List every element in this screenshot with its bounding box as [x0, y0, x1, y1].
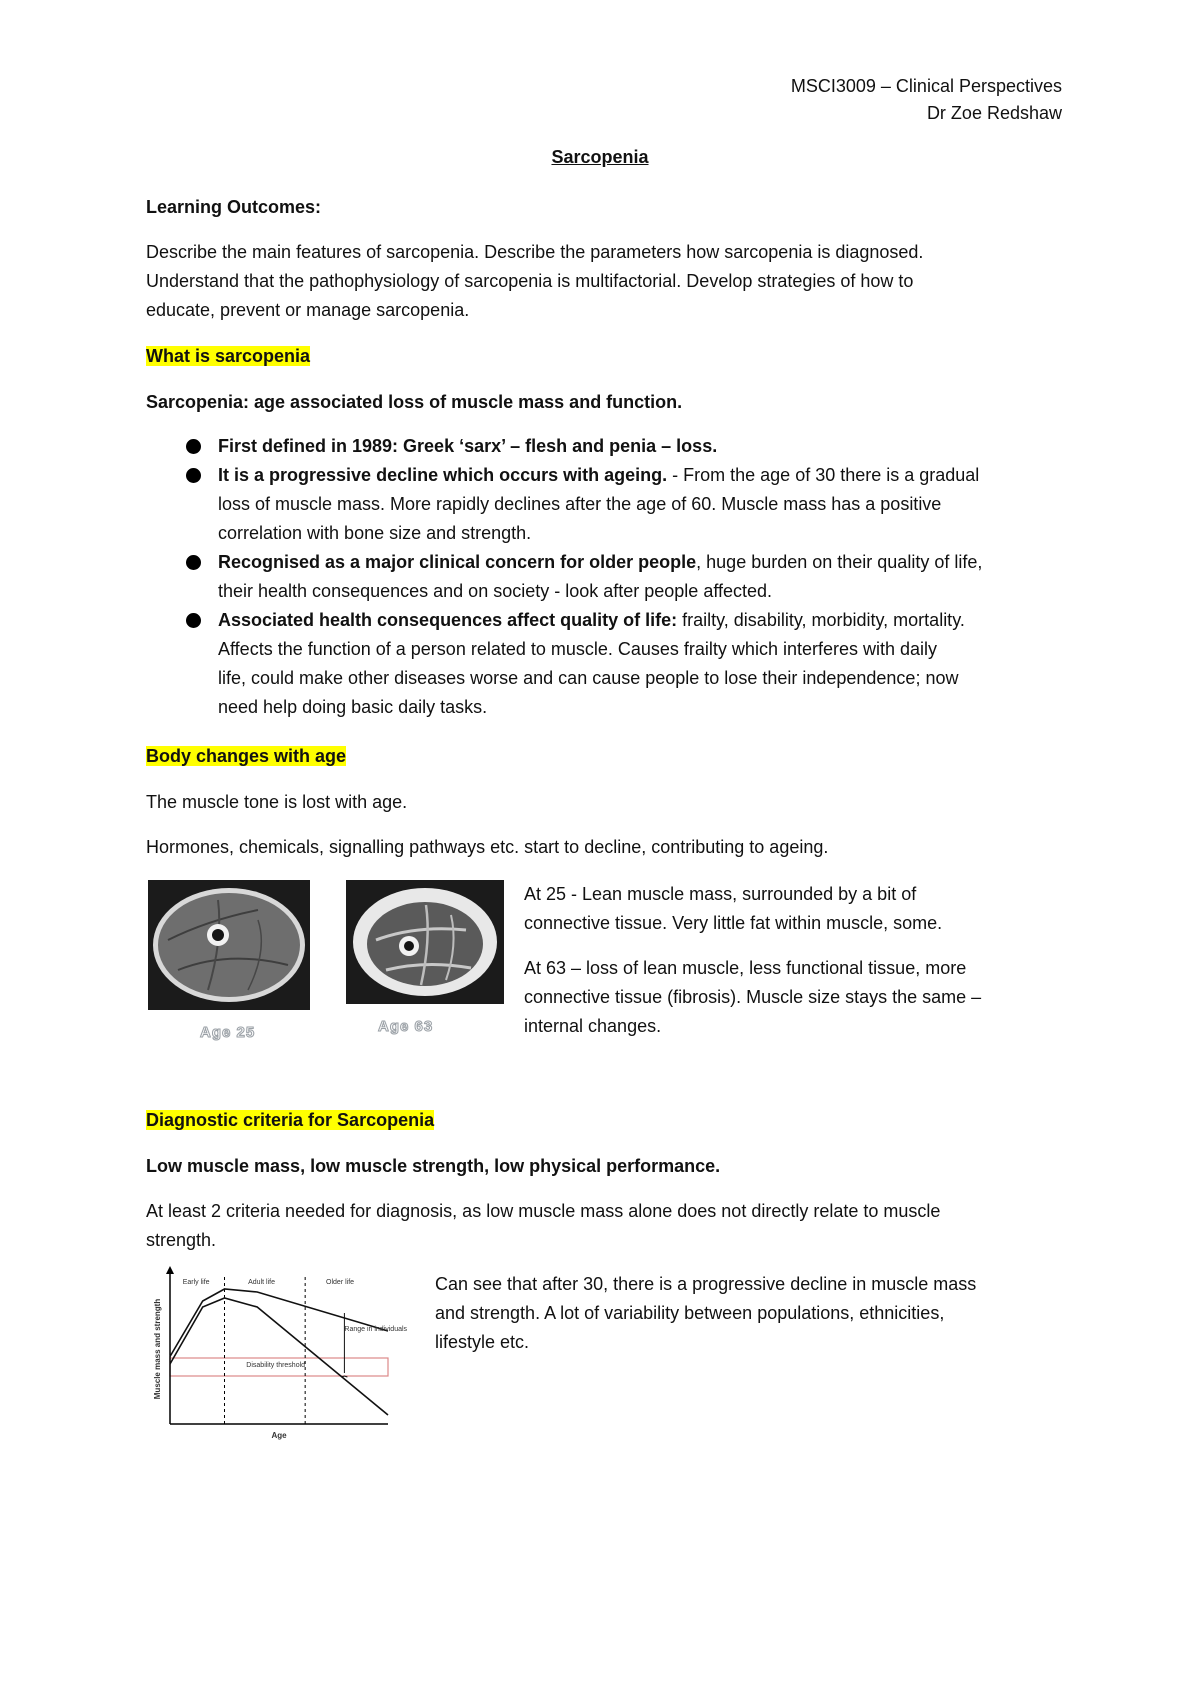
highlighted-heading: Body changes with age	[146, 746, 347, 766]
list-item: It is a progressive decline which occurs with ageing. - From the age of 30 there is a gradual loss of muscle mass. More rapidly declines after the age of 60. Muscle mass has a positive correlation with bone size and strength.	[146, 461, 1086, 548]
page-title: Sarcopenia	[551, 147, 649, 167]
list-item: First defined in 1989: Greek ‘sarx’ – flesh and penia – loss.	[146, 432, 1086, 461]
phase-label: Adult life	[248, 1279, 275, 1286]
criteria-text: Low muscle mass, low muscle strength, low physical performance.	[146, 1156, 721, 1176]
learning-outcomes-heading: Learning Outcomes:	[146, 197, 322, 217]
phase-label: Older life	[326, 1279, 355, 1286]
age-63-label: Age 63	[378, 1018, 434, 1035]
series-line-1	[170, 1289, 388, 1357]
list-item: Associated health consequences affect quality of life: frailty, disability, morbidity, mortality. Affects the function of a person related to muscle. Causes frailty which interferes with daily life, could make other diseases worse and can cause people to lose their independence; now need help doing basic daily tasks.	[146, 606, 1086, 722]
text-line: Understand that the pathophysiology of sarcopenia is multifactorial. Develop strategies of how to	[146, 271, 914, 291]
age-25-label: Age 25	[200, 1024, 256, 1041]
highlighted-heading: Diagnostic criteria for Sarcopenia	[146, 1110, 435, 1130]
chart-description: Can see that after 30, there is a progressive decline in muscle mass and strength. A lot of variability between populations, ethnicities, lifestyle etc.	[435, 1274, 977, 1352]
y-axis-label: Muscle mass and strength	[153, 1298, 162, 1400]
y-axis-arrow	[166, 1266, 174, 1274]
annotation-threshold: Disability threshold	[246, 1362, 306, 1369]
section-heading-body-changes	[146, 742, 1056, 771]
mri-description: At 25 - Lean muscle mass, surrounded by a bit of connective tissue. Very little fat within muscle, some. At 63 – loss of lean muscle, less functional tissue, more connective tissue (fibrosis). Muscle size stays the same – internal changes.	[524, 884, 982, 1036]
bullet-icon	[186, 613, 201, 628]
bullet-list	[146, 432, 1086, 722]
diagnostic-text: At least 2 criteria needed for diagnosis, as low muscle mass alone does not directly relate to muscle strength.	[146, 1201, 941, 1250]
list-item: Recognised as a major clinical concern for older people, huge burden on their quality of life, their health consequences and on society - look after people affected.	[146, 548, 1086, 606]
annotation-range: Range in individuals	[344, 1326, 408, 1333]
muscle-mass-chart	[148, 1266, 408, 1441]
section-heading-what-is	[146, 342, 1056, 371]
learning-outcomes-text	[146, 238, 1056, 325]
phase-label: Early life	[182, 1279, 210, 1286]
mri-scan-age-63	[346, 880, 504, 1004]
bullet-icon	[186, 439, 201, 454]
bullet-icon	[186, 555, 201, 570]
section-heading-diagnostic	[146, 1106, 1056, 1135]
x-axis-label: Age	[271, 1431, 287, 1440]
text-line: educate, prevent or manage sarcopenia.	[146, 300, 470, 320]
thigh-cross-section-icon	[346, 880, 504, 1004]
thigh-cross-section-icon	[148, 880, 310, 1010]
series-line-2	[170, 1298, 388, 1415]
course-header: MSCI3009 – Clinical Perspectives	[790, 76, 1062, 96]
mri-scan-age-25	[148, 880, 310, 1010]
text-line: Describe the main features of sarcopenia. Describe the parameters how sarcopenia is diagnosed.	[146, 242, 924, 262]
body-changes-line-1: The muscle tone is lost with age.	[146, 792, 408, 812]
bullet-icon	[186, 468, 201, 483]
author-header: Dr Zoe Redshaw	[926, 103, 1062, 123]
highlighted-heading: What is sarcopenia	[146, 346, 311, 366]
definition-text: Sarcopenia: age associated loss of muscle mass and function.	[146, 392, 683, 412]
body-changes-line-2: Hormones, chemicals, signalling pathways etc. start to decline, contributing to ageing.	[146, 837, 829, 857]
